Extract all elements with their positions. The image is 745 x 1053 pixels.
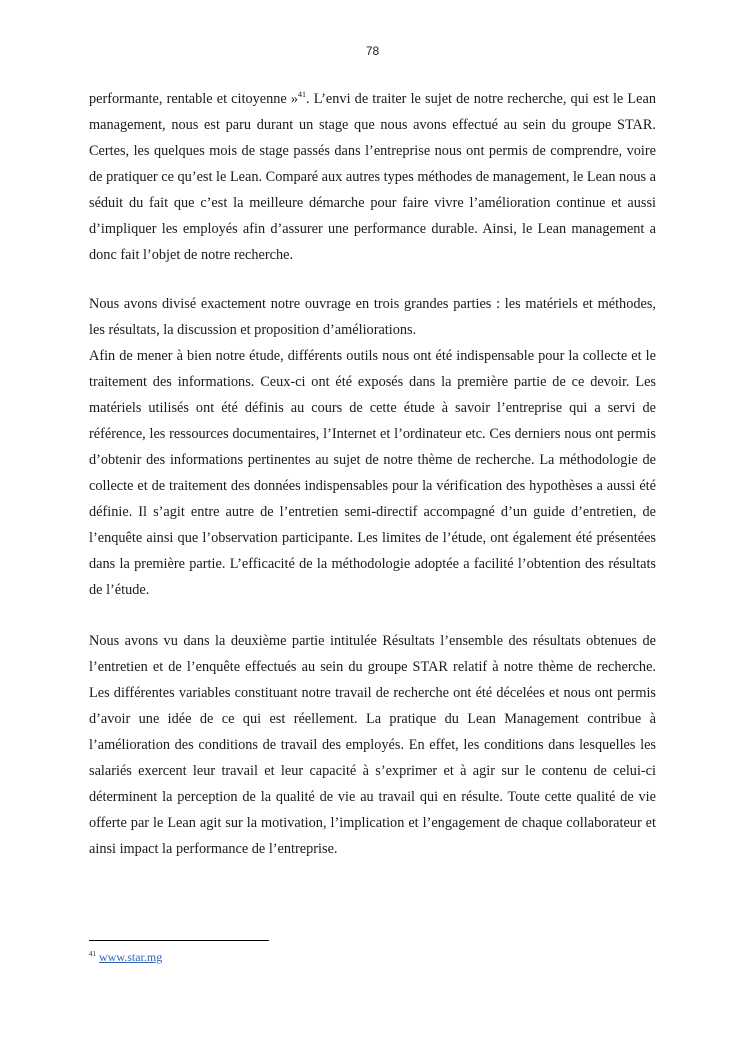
page-number: 78	[365, 44, 380, 58]
paragraph-structure-overview: Nous avons divisé exactement notre ouvrage en trois grandes parties : les matériels et méthodes, les résultats, la discussion et proposition d’améliorations.	[89, 296, 656, 338]
footnote-separator	[89, 940, 269, 941]
paragraph-structure	[89, 291, 656, 603]
footnote-link[interactable]: www.star.mg	[99, 950, 163, 964]
paragraph-intro	[89, 86, 656, 268]
paragraph-structure-methods: Afin de mener à bien notre étude, différents outils nous ont été indispensable pour la collecte et le traitement des informations. Ceux-ci ont été exposés dans la première partie de ce devoir. Les matériels utilisés ont été définis au cours de cette étude à savoir l’entreprise qui a servi de référence, les ressources documentaires, l’Internet et l’ordinateur etc. Ces derniers nous ont permis d’obtenir des informations pertinentes au sujet de notre thème de recherche. La méthodologie de collecte et de traitement des données indispensables pour la vérification des hypothèses a aussi été définie. Il s’agit entre autre de l’entretien semi-directif accompagné d’un guide d’entretien, de l’enquête ainsi que l’observation participante. Les limites de l’étude, ont également été présentées dans la première partie. L’efficacité de la méthodologie adoptée a facilité l’obtention des résultats de l’étude.	[89, 348, 656, 598]
footnote	[89, 950, 162, 965]
paragraph-intro-text-end: . L’envi de traiter le sujet de notre recherche, qui est le Lean management, nous est paru durant un stage que nous avons effectué au sein du groupe STAR. Certes, les quelques mois de stage passés dans l’entreprise nous ont permis de comprendre, voire de pratiquer ce qu’est le Lean. Comparé aux autres types méthodes de management, le Lean nous a séduit du fait que c’est la meilleure démarche pour faire vivre l’amélioration continue et aussi d’impliquer les employés afin d’assurer une performance durable. Ainsi, le Lean management a donc fait l’objet de notre recherche.	[89, 91, 656, 263]
paragraph-results: Nous avons vu dans la deuxième partie intitulée Résultats l’ensemble des résultats obtenues de l’entretien et de l’enquête effectués au sein du groupe STAR relatif à notre thème de recherche. Les différentes variables constituant notre travail de recherche ont été décelées et nous ont permis d’avoir une idée de ce qui est réellement. La pratique du Lean Management contribue à l’amélioration des conditions de travail des employés. En effet, les conditions dans lesquelles les salariés exercent leur travail et leur capacité à s’exprimer et à agir sur le contenu de celui-ci déterminent la perception de la qualité de vie au travail qui en résulte. Toute cette qualité de vie offerte par le Lean agit sur la motivation, l’implication et l’engagement de chaque collaborateur et ainsi impact la performance de l’entreprise.	[89, 633, 656, 857]
paragraph-intro-text-start: performante, rentable et citoyenne »	[89, 91, 299, 107]
footnote-reference: 41	[298, 90, 307, 100]
footnote-number: 41	[89, 950, 96, 958]
